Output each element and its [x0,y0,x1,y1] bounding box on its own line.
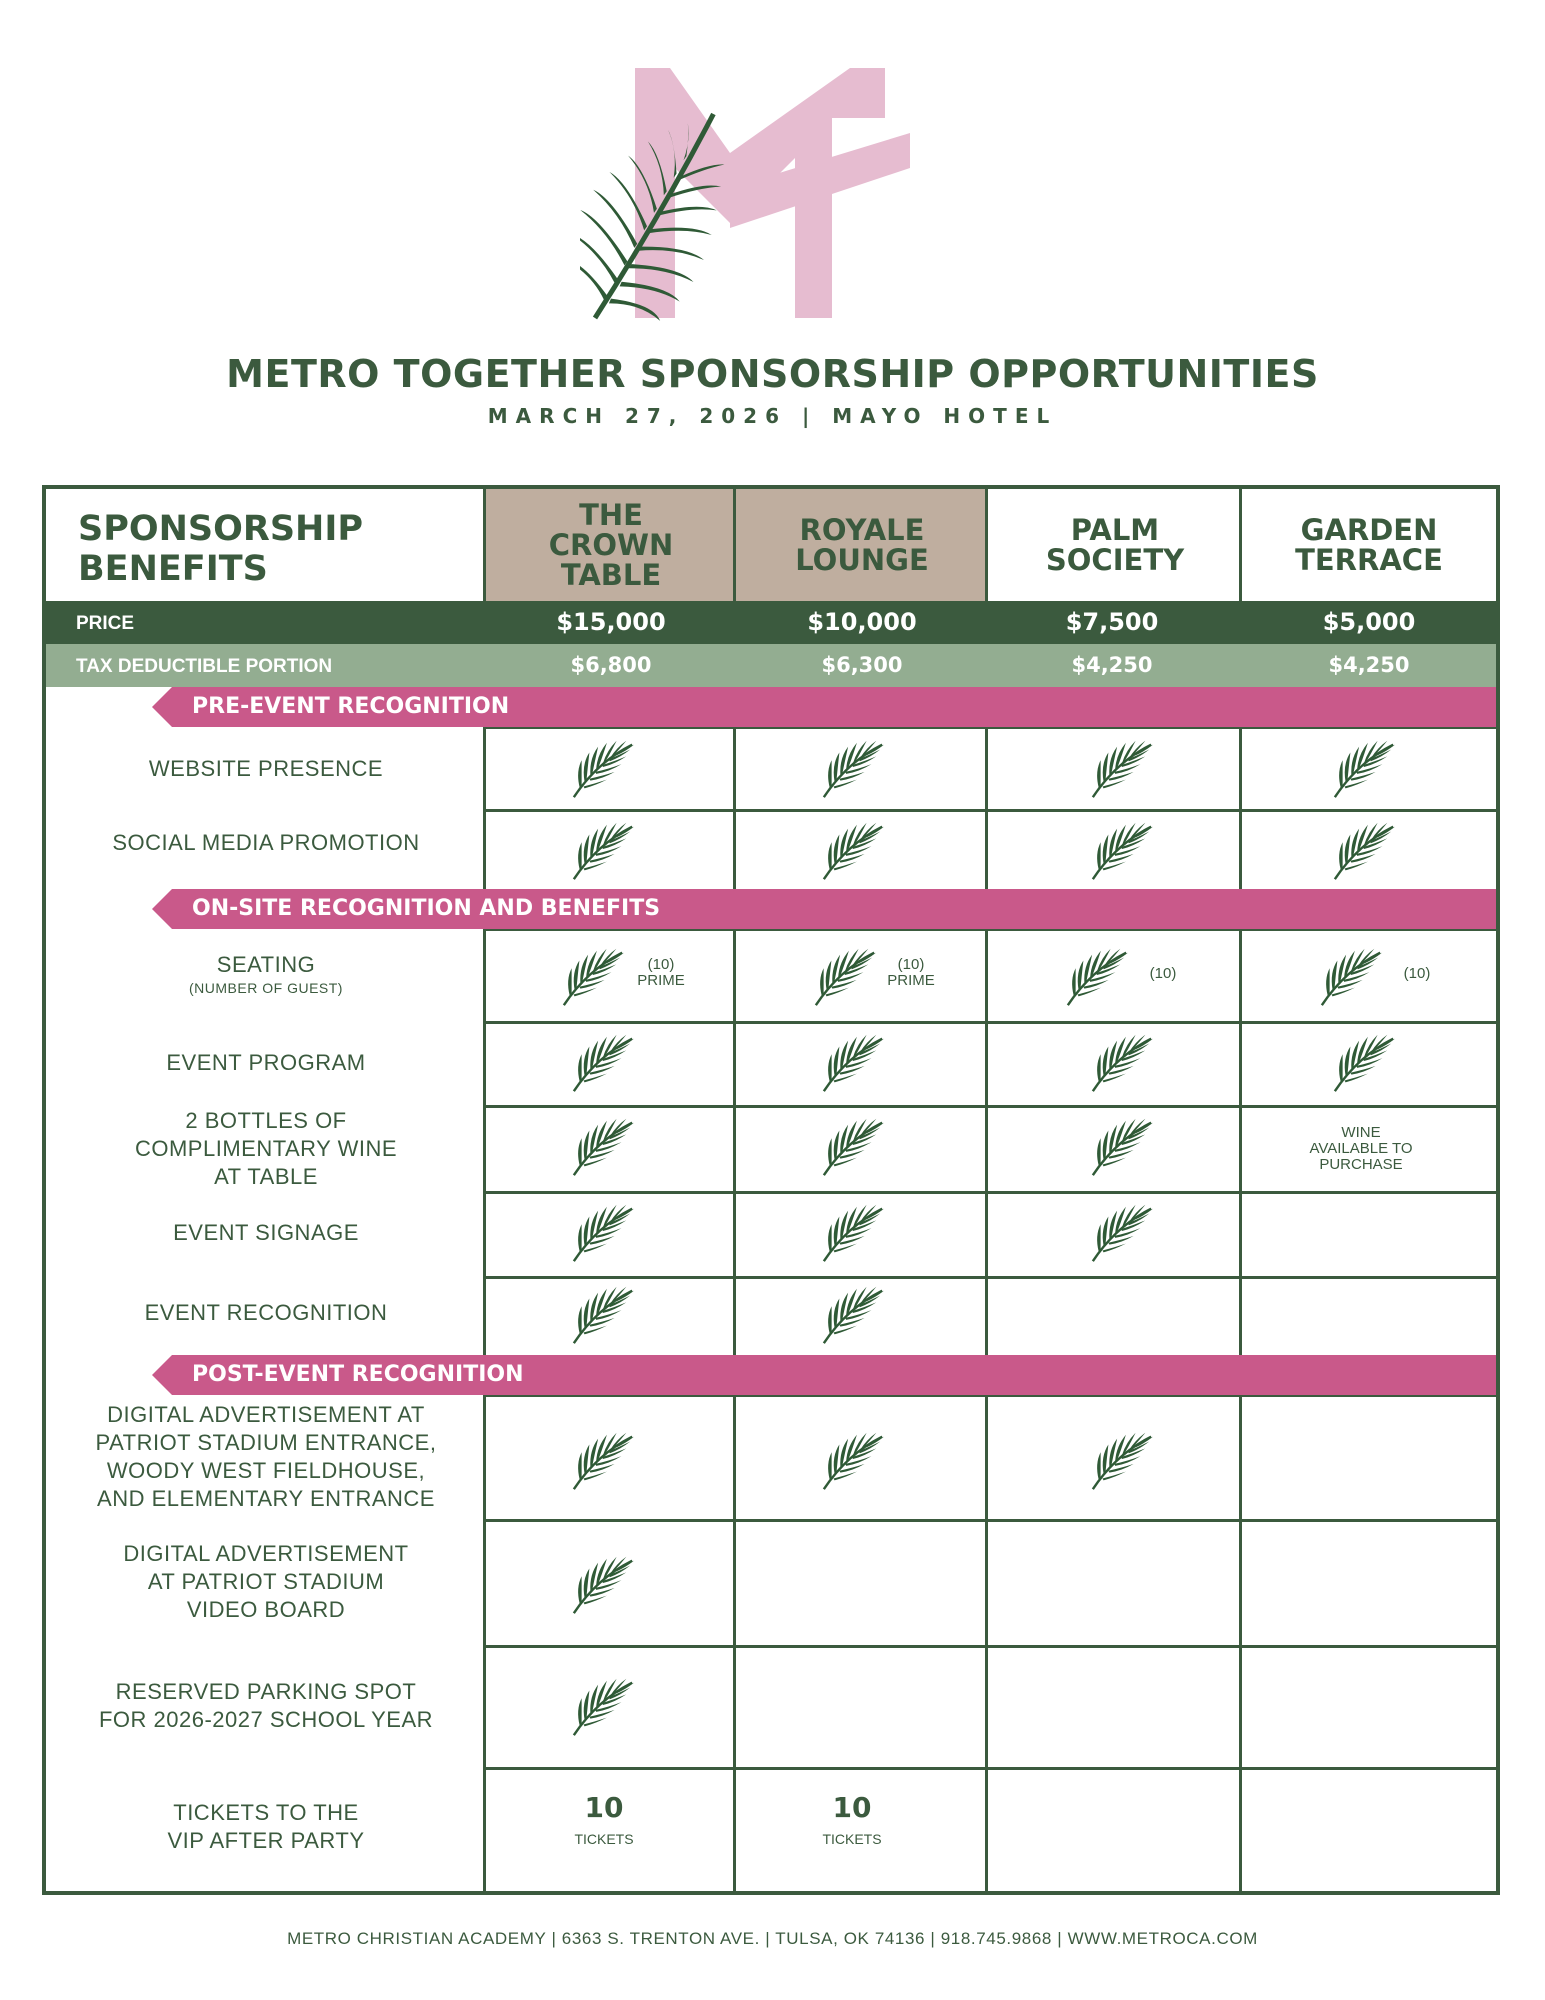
benefit-seating [46,951,486,997]
palm-check-icon [1329,733,1399,803]
palm-check-icon [568,1027,638,1097]
divider [483,1519,1496,1522]
palm-check-icon [1316,941,1386,1011]
tax-label: TAX DEDUCTIBLE PORTION [76,656,333,677]
palm-check-icon [1329,815,1399,885]
tier-palm-line1: PALM [1070,513,1160,547]
tier-palm-society [988,489,1242,601]
seating-prime: PRIME [887,972,935,989]
wine-note-line3: PURCHASE [1319,1156,1403,1173]
benefit-social: SOCIAL MEDIA PROMOTION [112,830,420,855]
tier-garden-line2: TERRACE [1295,543,1443,577]
tax-crown: $6,800 [570,653,652,677]
benefit-video-line2: AT PATRIOT STADIUM [147,1569,385,1594]
benefit-vip [46,1799,486,1855]
section-title-pre-event: PRE-EVENT RECOGNITION [192,694,510,719]
palm-check-icon [1329,1027,1399,1097]
tier-crown-line1: THE [579,498,643,532]
palm-check-icon [810,941,880,1011]
divider [985,489,988,601]
palm-check-icon [568,1197,638,1267]
tax-garden: $4,250 [1328,653,1410,677]
benefit-wine-line3: AT TABLE [214,1164,318,1189]
divider [733,489,736,601]
palm-check-icon [818,815,888,885]
benefit-digital-ad-line3: WOODY WEST FIELDHOUSE, [106,1458,426,1483]
palm-check-icon [818,1279,888,1349]
tier-royale-line1: ROYALE [799,513,925,547]
divider [483,1021,1496,1024]
benefit-digital-ad-line1: DIGITAL ADVERTISEMENT AT [107,1402,425,1427]
benefit-seating-label: SEATING [216,952,316,977]
palm-check-icon [568,733,638,803]
seating-count: (10) [647,956,675,973]
palm-check-icon [818,733,888,803]
benefit-program: EVENT PROGRAM [166,1050,366,1075]
section-banner-on-site [152,889,1496,929]
price-row [46,601,1496,644]
tax-row [46,644,1496,687]
benefits-heading-line2: BENEFITS [78,549,268,589]
palm-check-icon [568,1279,638,1349]
benefit-digital-ad-line2: PATRIOT STADIUM ENTRANCE, [95,1430,437,1455]
benefit-wine [46,1107,486,1191]
divider [483,489,486,601]
benefit-seating-sub: (NUMBER OF GUEST) [189,980,343,996]
page-subtitle: MARCH 27, 2026 | MAYO HOTEL [487,404,1058,428]
divider [1239,489,1242,601]
divider [483,1105,1496,1108]
divider [483,929,1496,931]
palm-check-icon [818,1197,888,1267]
page-title: METRO TOGETHER SPONSORSHIP OPPORTUNITIES [226,352,1319,396]
palm-check-icon [568,1549,638,1619]
divider [483,1645,1496,1648]
palm-check-icon [558,941,628,1011]
benefit-wine-line2: COMPLIMENTARY WINE [134,1136,398,1161]
benefit-video-board [46,1540,486,1624]
benefit-parking-line2: FOR 2026-2027 SCHOOL YEAR [98,1707,434,1732]
seating-note-royale [876,957,946,989]
price-royale: $10,000 [807,608,917,636]
tier-royale-lounge [736,489,988,601]
benefit-video-line1: DIGITAL ADVERTISEMENT [123,1541,409,1566]
palm-check-icon [1087,1027,1157,1097]
seating-note-garden: (10) [1403,965,1431,982]
palm-check-icon [568,1111,638,1181]
tax-royale: $6,300 [821,653,903,677]
palm-check-icon [1087,733,1157,803]
tier-crown-table [486,489,736,601]
benefits-heading [46,489,486,601]
palm-check-icon [1087,1111,1157,1181]
palm-check-icon [818,1027,888,1097]
metro-logo [580,58,960,328]
benefit-wine-line1: 2 BOTTLES OF [185,1108,347,1133]
wine-note-line1: WINE [1341,1124,1381,1141]
benefit-signage: EVENT SIGNAGE [173,1220,359,1245]
wine-purchase-note [1286,1125,1436,1173]
tier-garden-terrace [1242,489,1496,601]
divider [483,809,1496,812]
divider [483,1395,1496,1397]
vip-label-crown: TICKETS [574,1831,634,1847]
benefit-digital-ad-line4: AND ELEMENTARY ENTRANCE [97,1486,435,1511]
tier-crown-line3: TABLE [560,558,662,592]
section-banner-post-event [152,1355,1496,1395]
seating-prime: PRIME [637,972,685,989]
section-title-post-event: POST-EVENT RECOGNITION [192,1362,524,1387]
price-palm: $7,500 [1065,608,1159,636]
benefit-digital-ad [46,1401,486,1513]
benefit-parking [46,1678,486,1734]
seating-note-crown [626,957,696,989]
price-garden: $5,000 [1322,608,1416,636]
benefit-vip-line2: VIP AFTER PARTY [167,1828,365,1853]
section-title-on-site: ON-SITE RECOGNITION AND BENEFITS [192,896,661,921]
vip-count-royale: 10 [832,1791,872,1824]
seating-count: (10) [897,956,925,973]
tier-royale-line2: LOUNGE [795,543,929,577]
palm-check-icon [1087,1425,1157,1495]
benefit-vip-line1: TICKETS TO THE [173,1800,359,1825]
divider [483,1191,1496,1194]
palm-check-icon [568,1425,638,1495]
palm-check-icon [1087,1197,1157,1267]
tier-garden-line1: GARDEN [1300,513,1438,547]
tax-palm: $4,250 [1071,653,1153,677]
divider [483,1767,1496,1770]
benefit-parking-line1: RESERVED PARKING SPOT [115,1679,417,1704]
benefit-video-line3: VIDEO BOARD [186,1597,346,1622]
benefit-website: WEBSITE PRESENCE [148,756,384,781]
tier-palm-line2: SOCIETY [1045,543,1185,577]
sponsorship-table [42,485,1500,1895]
section-banner-pre-event [152,687,1496,727]
palm-check-icon [1062,941,1132,1011]
palm-check-icon [568,815,638,885]
vip-count-crown: 10 [584,1791,624,1824]
divider [483,727,1496,729]
vip-label-royale: TICKETS [822,1831,882,1847]
price-crown: $15,000 [556,608,666,636]
palm-check-icon [818,1425,888,1495]
benefit-recognition: EVENT RECOGNITION [144,1300,388,1325]
footer-contact: METRO CHRISTIAN ACADEMY | 6363 S. TRENTON AVE. | TULSA, OK 74136 | 918.745.9868 | WWW.METROCA.COM [287,1929,1258,1948]
wine-note-line2: AVAILABLE TO [1309,1140,1413,1157]
palm-check-icon [568,1671,638,1741]
price-label: PRICE [76,613,135,634]
palm-check-icon [818,1111,888,1181]
seating-note-palm: (10) [1149,965,1177,982]
benefits-heading-line1: SPONSORSHIP [78,509,363,549]
palm-check-icon [1087,815,1157,885]
tier-crown-line2: CROWN [548,528,674,562]
